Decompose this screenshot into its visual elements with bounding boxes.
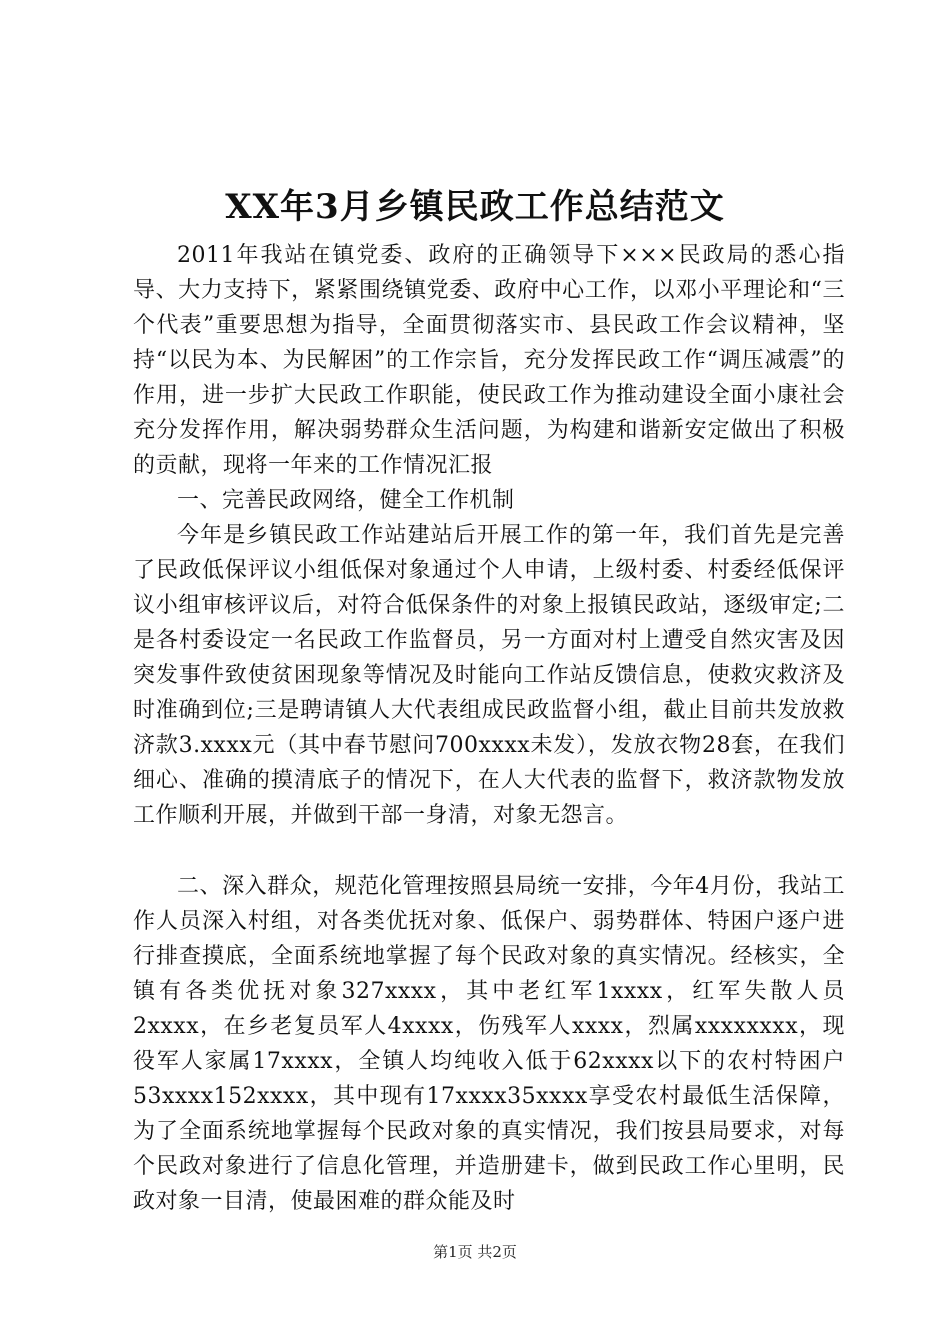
document-title: XX年3月乡镇民政工作总结范文 — [225, 187, 725, 227]
paragraph-spacer — [133, 833, 845, 869]
intro-paragraph: 2011年我站在镇党委、政府的正确领导下×××民政局的悉心指导、大力支持下，紧紧围绕镇党委、政府中心工作，以邓小平理论和“三个代表”重要思想为指导，全面贯彻落实市、县民政工作会议精神，坚持“以民为本、为民解困”的工作宗旨，充分发挥民政工作“调压减震”的作用，进一步扩大民政工作职能，使民政工作为推动建设全面小康社会充分发挥作用，解决弱势群众生活问题，为构建和谐新安定做出了积极的贡献，现将一年来的工作情况汇报 — [133, 243, 845, 478]
section-1-paragraph: 今年是乡镇民政工作站建站后开展工作的第一年，我们首先是完善了民政低保评议小组低保对象通过个人申请，上级村委、村委经低保评议小组审核评议后，对符合低保条件的对象上报镇民政站，逐级审定;二是各村委设定一名民政工作监督员，另一方面对村上遭受自然灾害及因突发事件致使贫困现象等情况及时能向工作站反馈信息，使救灾救济及时准确到位;三是聘请镇人大代表组成民政监督小组，截止目前共发放救济款3.xxxx元（其中春节慰问700xxxx未发），发放衣物28套，在我们细心、准确的摸清底子的情况下，在人大代表的监督下，救济款物发放工作顺利开展，并做到干部一身清，对象无怨言。 — [133, 523, 845, 828]
section-2-paragraph: 二、深入群众，规范化管理按照县局统一安排，今年4月份，我站工作人员深入村组，对各类优抚对象、低保户、弱势群体、特困户逐户进行排查摸底，全面系统地掌握了每个民政对象的真实情况。经核实，全镇有各类优抚对象327xxxx，其中老红军1xxxx，红军失散人员2xxxx，在乡老复员军人4xxxx，伤残军人xxxx，烈属xxxxxxxx，现役军人家属17xxxx，全镇人均纯收入低于62xxxx以下的农村特困户53xxxx152xxxx，其中现有17xxxx35xxxx享受农村最低生活保障，为了全面系统地掌握每个民政对象的真实情况，我们按县局要求，对每个民政对象进行了信息化管理，并造册建卡，做到民政工作心里明，民政对象一目清，使最困难的群众能及时 — [133, 874, 845, 1214]
document-body — [133, 238, 845, 1219]
page-number-footer: 第1页 共2页 — [433, 1243, 517, 1261]
section-heading-1: 一、完善民政网络，健全工作机制 — [177, 488, 515, 513]
